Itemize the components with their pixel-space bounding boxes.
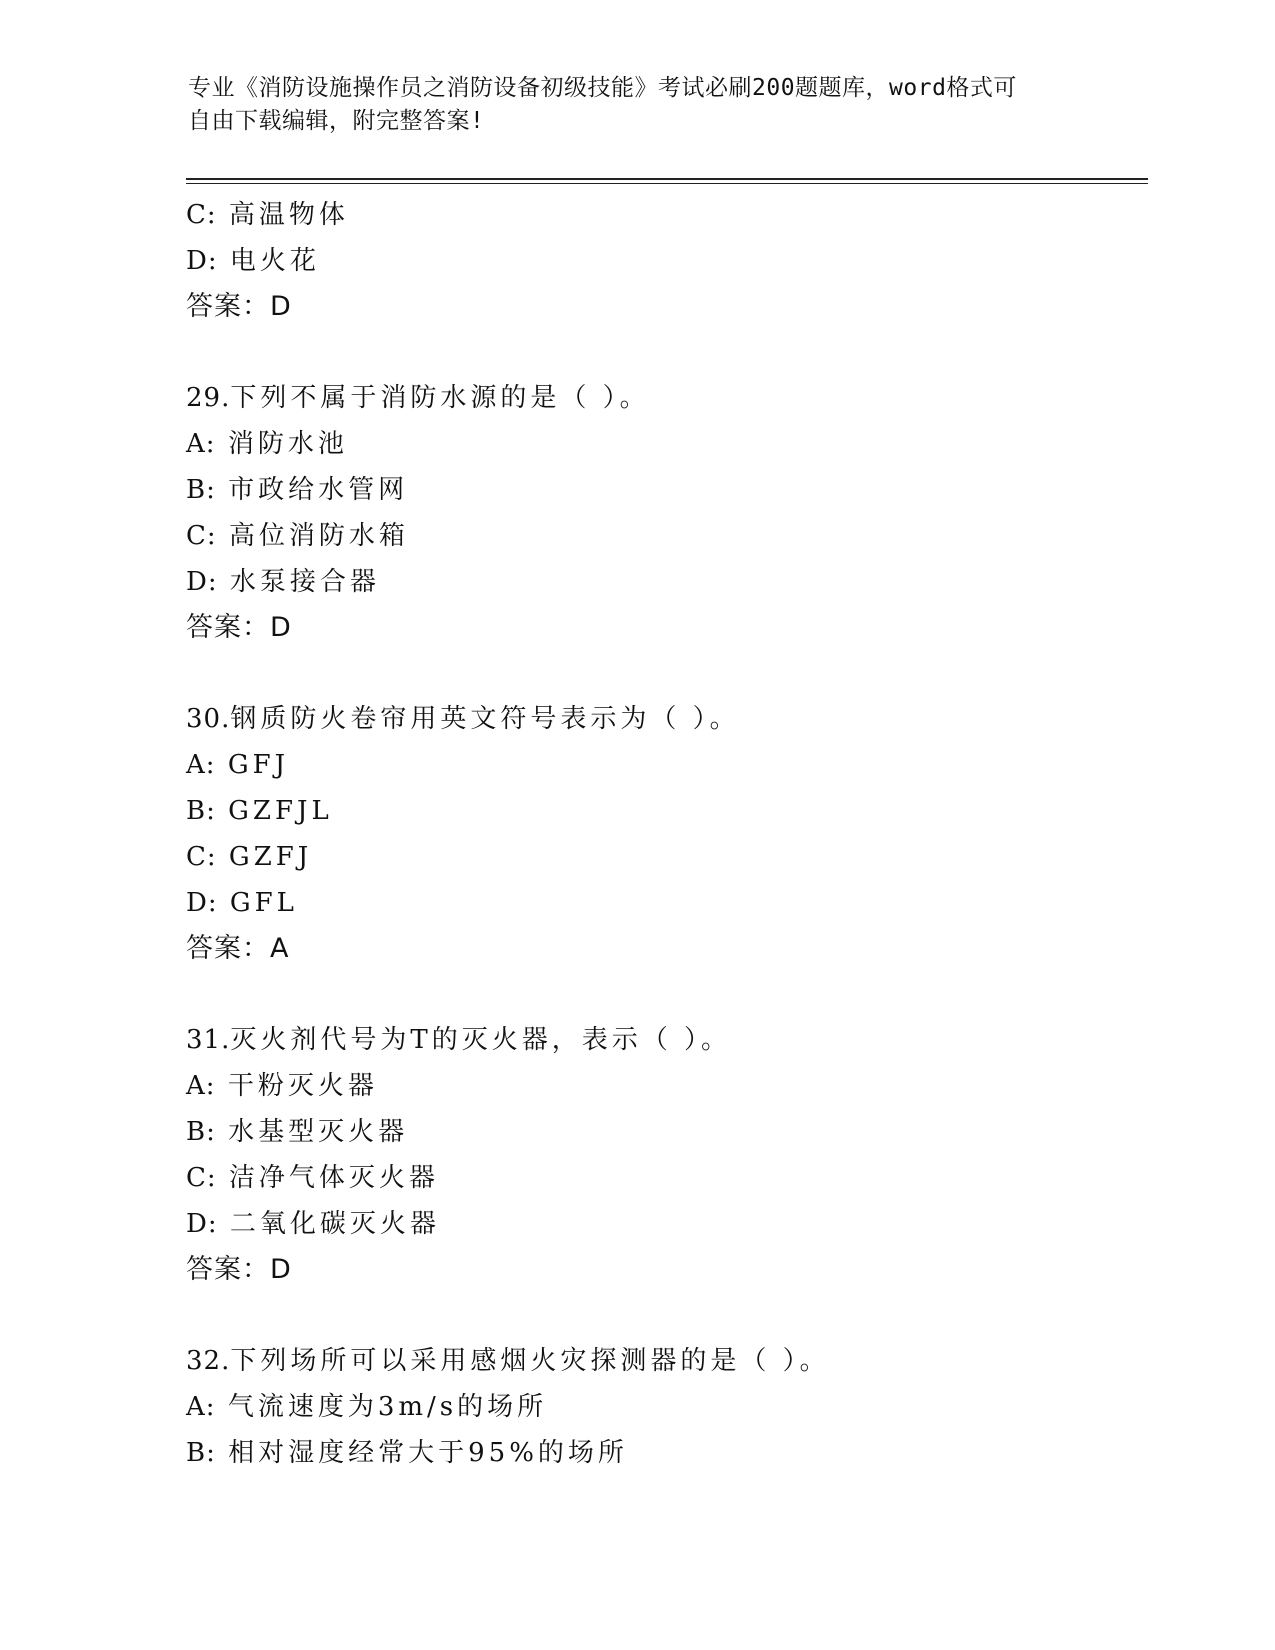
option-line xyxy=(186,192,1146,238)
header-line-2: 自由下载编辑，附完整答案! xyxy=(188,108,485,134)
question-number: 30. xyxy=(186,704,231,734)
option-key: B: xyxy=(186,1438,216,1468)
option-key: B: xyxy=(186,796,216,826)
answer-line: 答案：D xyxy=(186,1254,292,1285)
option-line xyxy=(186,513,1146,559)
answer-line: 答案：D xyxy=(186,612,292,643)
option-line xyxy=(186,559,1146,605)
page-header xyxy=(188,72,1088,138)
spacer xyxy=(186,1293,1146,1338)
option-key: D: xyxy=(186,246,218,276)
question-stem xyxy=(186,696,1146,742)
option-key: D: xyxy=(186,567,218,597)
option-text: 消防水池 xyxy=(227,429,348,459)
option-key: C: xyxy=(186,1163,217,1193)
option-key: A: xyxy=(186,1392,216,1422)
spacer xyxy=(186,651,1146,696)
question-number: 31. xyxy=(186,1025,231,1055)
question-text: 下列不属于消防水源的是（ ）。 xyxy=(230,383,650,413)
option-text: GFJ xyxy=(227,750,290,780)
option-text: 高位消防水箱 xyxy=(228,521,409,551)
option-text: 洁净气体灭火器 xyxy=(228,1163,439,1193)
spacer xyxy=(186,972,1146,1017)
document-body xyxy=(186,192,1146,1476)
option-key: D: xyxy=(186,1209,218,1239)
option-line xyxy=(186,1201,1146,1247)
option-text: 水基型灭火器 xyxy=(228,1117,409,1147)
option-line xyxy=(186,1430,1146,1476)
question-stem xyxy=(186,1338,1146,1384)
option-line xyxy=(186,467,1146,513)
answer-line: 答案：A xyxy=(186,933,290,964)
header-line-1: 专业《消防设施操作员之消防设备初级技能》考试必刷200题题库，word格式可 xyxy=(188,75,1017,101)
option-line xyxy=(186,238,1146,284)
question-text: 灭火剂代号为T的灭火器，表示（ ）。 xyxy=(230,1025,731,1055)
answer-line: 答案：D xyxy=(186,291,292,322)
option-line xyxy=(186,788,1146,834)
option-line xyxy=(186,1063,1146,1109)
option-line xyxy=(186,834,1146,880)
option-key: B: xyxy=(186,475,216,505)
option-key: A: xyxy=(186,750,216,780)
spacer xyxy=(186,330,1146,375)
question-number: 29. xyxy=(186,383,231,413)
option-line xyxy=(186,421,1146,467)
option-text: 市政给水管网 xyxy=(228,475,409,505)
option-line xyxy=(186,742,1146,788)
option-key: A: xyxy=(186,429,216,459)
option-text: 干粉灭火器 xyxy=(227,1071,378,1101)
option-text: GZFJ xyxy=(228,842,313,872)
option-key: C: xyxy=(186,200,217,230)
option-key: D: xyxy=(186,888,218,918)
question-text: 下列场所可以采用感烟火灾探测器的是（ ）。 xyxy=(230,1346,830,1376)
option-text: 相对湿度经常大于95%的场所 xyxy=(228,1438,628,1468)
option-line xyxy=(186,880,1146,926)
option-key: B: xyxy=(186,1117,216,1147)
question-text: 钢质防火卷帘用英文符号表示为（ ）。 xyxy=(230,704,740,734)
question-stem xyxy=(186,375,1146,421)
option-text: GFL xyxy=(229,888,298,918)
option-text: 高温物体 xyxy=(228,200,349,230)
option-text: 水泵接合器 xyxy=(229,567,380,597)
option-line xyxy=(186,1384,1146,1430)
question-stem xyxy=(186,1017,1146,1063)
header-divider xyxy=(186,178,1148,180)
option-key: A: xyxy=(186,1071,216,1101)
option-text: 气流速度为3m/s的场所 xyxy=(227,1392,548,1422)
option-line xyxy=(186,1155,1146,1201)
option-text: GZFJL xyxy=(228,796,333,826)
option-key: C: xyxy=(186,521,217,551)
option-key: C: xyxy=(186,842,217,872)
option-text: 二氧化碳灭火器 xyxy=(229,1209,440,1239)
question-number: 32. xyxy=(186,1346,231,1376)
option-line xyxy=(186,1109,1146,1155)
header-divider-thin xyxy=(186,183,1148,184)
option-text: 电火花 xyxy=(229,246,320,276)
